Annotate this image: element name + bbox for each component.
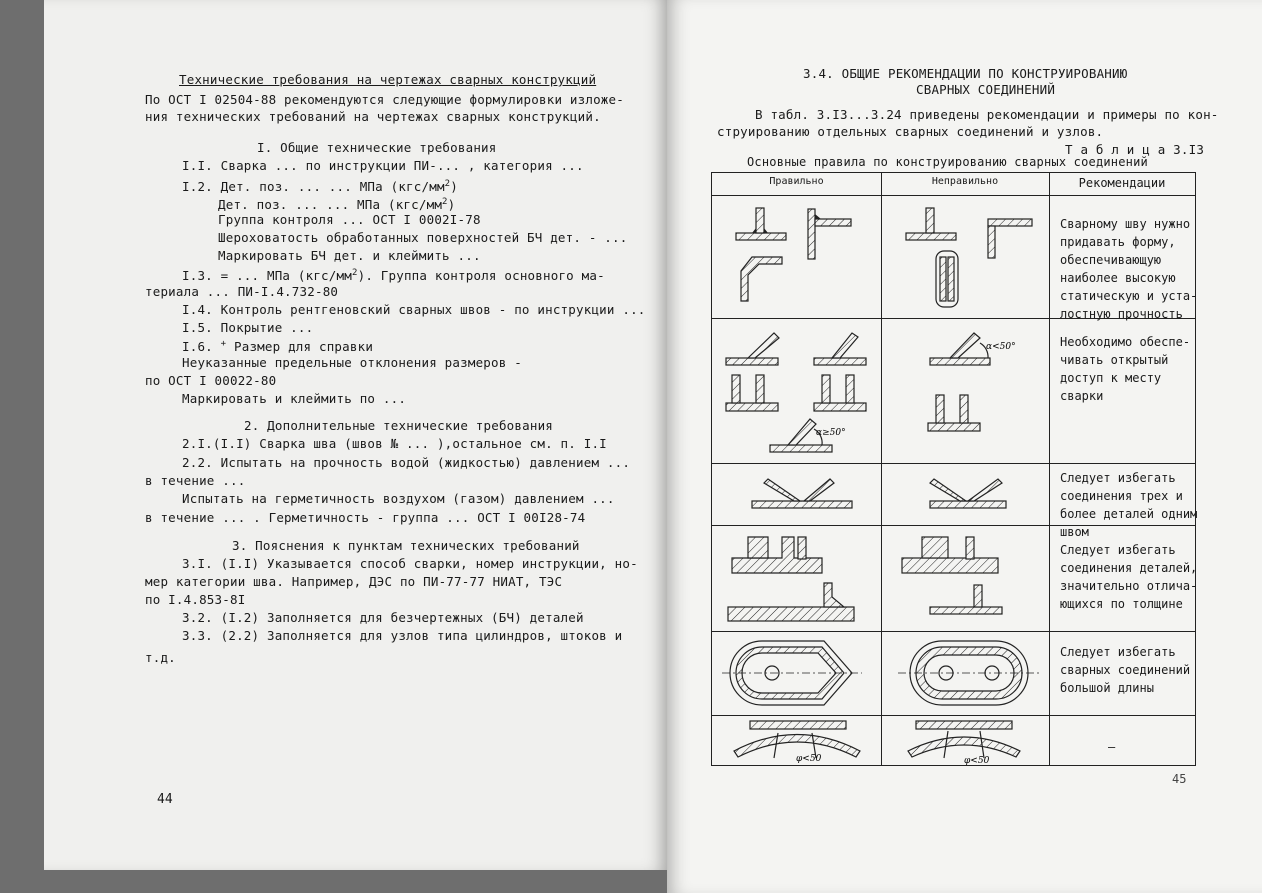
req-line: Группа контроля ... ОСТ I 0002I-78 — [218, 212, 481, 227]
req-line: 3.I. (I.I) Указывается способ сварки, номер инструкции, но- — [182, 556, 638, 571]
row6-incorrect-drawing — [908, 721, 1020, 765]
req-line: Неуказанные предельные отклонения размеров - — [182, 355, 522, 370]
angle-label-incorrect: φ<50 — [964, 756, 990, 765]
recommendation-1: Сварному шву нужно придавать форму, обеспечивающую наиболее высокую статическую и уста- лостную прочность — [1060, 217, 1198, 321]
table-label: Т а б л и ц а 3.I3 — [1065, 142, 1205, 157]
header-incorrect: Неправильно — [931, 176, 999, 187]
angle-label-correct: α≥50° — [816, 428, 846, 438]
intro-line: По ОСТ I 02504-88 рекомендуются следующие формулировки изложе- — [145, 92, 624, 107]
row1-incorrect-drawing — [906, 208, 1032, 307]
weld-drawings — [712, 173, 1198, 765]
req-line: по I.4.853-8I — [145, 592, 246, 607]
req-line: I.3. = ... МПа $(кгс/мм^2)$. Группа контроля основного ма- — [182, 268, 605, 284]
recommendation-4: Следует избегать соединения деталей, значительно отлича- ющихся по толщине — [1060, 543, 1198, 611]
req-line: I.I. Сварка ... по инструкции ПИ-... , категория ... — [182, 158, 584, 173]
section1-title: I. Общие технические требования — [257, 140, 497, 155]
section-title: 3.4. ОБЩИЕ РЕКОМЕНДАЦИИ ПО КОНСТРУИРОВАНИЮ — [803, 66, 1128, 81]
header-correct: Правильно — [769, 176, 824, 187]
intro-line: В табл. 3.I3...3.24 приведены рекомендации и примеры по кон- — [755, 107, 1219, 122]
heading: Технические требования на чертежах сварных конструкций — [179, 72, 597, 87]
intro-line: ния технических требований на чертежах сварных конструкций. — [145, 109, 601, 124]
req-line: Маркировать и клеймить по ... — [182, 391, 407, 406]
row4-correct-drawing — [728, 537, 854, 621]
section3-title: 3. Пояснения к пунктам технических требований — [232, 538, 580, 553]
req-line: 2.2. Испытать на прочность водой (жидкостью) давлением ... — [182, 455, 631, 470]
row5-correct-drawing — [722, 641, 862, 705]
req-line: Маркировать БЧ дет. и клеймить ... — [218, 248, 481, 263]
req-line: 3.3. (2.2) Заполняется для узлов типа цилиндров, штоков и — [182, 628, 623, 643]
req-line: мер категории шва. Например, ДЭС по ПИ-77-77 НИАТ, ТЭС — [145, 574, 563, 589]
req-line: I.4. Контроль рентгеновский сварных швов - по инструкции ... — [182, 302, 646, 317]
table-caption: Основные правила по конструированию сварных соединений — [747, 155, 1148, 169]
recommendation-3: Следует избегать соединения трех и более деталей одним швом — [1060, 471, 1198, 539]
req-line: в течение ... . Герметичность - группа ... ОСТ I 00I28-74 — [145, 510, 586, 525]
page-number: 45 — [1172, 772, 1187, 786]
recommendation-5: Следует избегать сварных соединений большой длины — [1060, 645, 1191, 695]
req-line: Испытать на герметичность воздухом (газом) давлением ... — [182, 491, 615, 506]
angle-label-correct: φ<50 — [796, 754, 822, 764]
row1-correct-drawing — [736, 208, 851, 301]
rules-table — [711, 172, 1196, 766]
section2-title: 2. Дополнительные технические требования — [244, 418, 554, 433]
header-recommendations: Рекомендации — [1078, 176, 1166, 190]
req-line: Дет. поз. ... ... МПа $(кгс/мм^2)$ — [218, 197, 456, 213]
section-title: СВАРНЫХ СОЕДИНЕНИЙ — [916, 82, 1056, 97]
row3-incorrect-drawing — [930, 479, 1006, 508]
row5-incorrect-drawing — [898, 641, 1042, 705]
req-line: I.6. + Размер для справки — [182, 339, 374, 355]
row6-correct-drawing — [734, 721, 860, 764]
row3-correct-drawing — [752, 479, 852, 508]
recommendation-2: Необходимо обеспе- чивать открытый доступ к месту сварки — [1060, 335, 1191, 403]
row2-incorrect-drawing — [928, 333, 1016, 431]
req-line: 2.I.(I.I) Сварка шва (швов № ... ),остальное см. п. I.I — [182, 436, 607, 451]
req-line: в течение ... — [145, 473, 246, 488]
req-line: Шероховатость обработанных поверхностей БЧ дет. - ... — [218, 230, 628, 245]
intro-line: струированию отдельных сварных соединений и узлов. — [717, 124, 1104, 139]
recommendation-6: — — [1108, 740, 1116, 754]
req-line: 3.2. (I.2) Заполняется для безчертежных (БЧ) деталей — [182, 610, 584, 625]
row4-incorrect-drawing — [902, 537, 1002, 614]
angle-label-incorrect: α<50° — [986, 342, 1016, 352]
req-line: I.5. Покрытие ... — [182, 320, 314, 335]
req-line: по ОСТ I 00022-80 — [145, 373, 277, 388]
right-page — [667, 0, 1262, 893]
req-line: т.д. — [145, 650, 176, 665]
page-number: 44 — [157, 792, 173, 807]
left-page — [44, 0, 667, 870]
req-line: териала ... ПИ-I.4.732-80 — [145, 284, 339, 299]
row2-correct-drawing — [726, 333, 866, 452]
req-line: I.2. Дет. поз. ... ... МПа $(кгс/мм^2)$ — [182, 179, 459, 195]
